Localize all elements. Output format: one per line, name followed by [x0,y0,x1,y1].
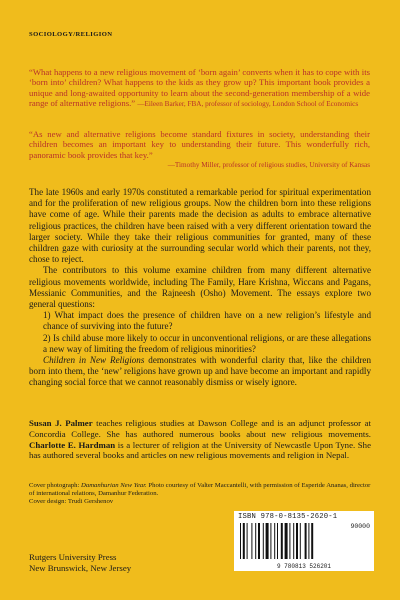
quote-text: “What happens to a new religious movement of ‘born again’ converts when it has to cope with its ‘born into’ children? What happens to the kids as they grow up? This important book provides a unique and long-awaited opportunity to learn about the second-generation membership of a wide range of alternative religions.” [29,67,370,109]
question-list [29,310,371,355]
question-text: What impact does the presence of children have on a new religion’s lifestyle and chance of surviving into the future? [43,310,371,332]
publisher-name: Rutgers University Press [29,552,117,562]
photo-title: Damanhurian New Year. [81,482,147,489]
quote-attribution: —Eileen Barker, FBA, professor of sociology, London School of Economics [137,100,359,109]
question-item [29,333,371,355]
category-label: SOCIOLOGY/RELIGION [29,31,113,38]
isbn-text: ISBN 978-0-8135-2620-1 [238,513,338,521]
description-text: demonstrates with wonderful clarity that, like the children born into them, the ‘new’ religions have grown up and have become an important and rapidly changing social force that we cannot reasonably dismiss or wisely ignore. [29,355,371,388]
endorsement-quote-1 [29,67,370,110]
endorsement-quote-2 [29,129,370,171]
description-paragraph: The contributors to this volume examine children from many different alternative religious movements worldwide, including The Family, Hare Krishna, Wiccans and Pagans, Messianic Communities, and the Rajneesh (Osho) Movement. The essays explore two general questions: [29,265,371,310]
description-paragraph: The late 1960s and early 1970s constituted a remarkable period for spiritual experimentation and for the proliferation of new religious groups. Now the children born into these religions have come of age. While their parents made the decision as adults to embrace alternative religious practices, the children have been raised with a very different orientation toward the larger society. While they take their religious communities for granted, many of these children gaze with curiosity at the surrounding secular world which their parents, not they, chose to reject. [29,187,371,265]
book-title: Children in New Religions [43,355,145,366]
price-code: 90000 [350,523,370,530]
author-bio-text: is a lecturer of religion at the University of Newcastle Upon Tyne. She has authored several books and articles on new religious movements and religion in Nepal. [29,439,371,461]
question-text: Is child abuse more likely to occur in unconventional religions, or are these allegations a new way of limiting the freedom of religious minorities? [43,332,371,354]
photo-credit-text: Photo courtesy of Valter Maccantelli, with permission of Esperide Ananas, director of international relations, Damanhur Federation. [29,482,371,497]
author-bio-text: teaches religious studies at Dawson College and is an adjunct professor at Concordia College. She has authored numerous books about new religious movements. [29,418,371,439]
barcode-number: 9 780813 526201 [276,563,331,570]
quote-attribution: —Timothy Miller, professor of religious studies, University of Kansas [167,161,370,170]
cover-credits [29,482,371,506]
book-description [29,187,371,389]
design-credit: Cover design: Trudi Gershenov [29,498,114,505]
publisher-location: New Brunswick, New Jersey [29,563,132,573]
question-item [29,310,371,332]
description-paragraph [29,355,371,389]
publisher-block [29,552,131,574]
author-name: Charlotte E. Hardman [29,439,116,450]
quote-text: “As new and alternative religions become standard fixtures in society, understanding their children becomes an important key to understanding their future. This wonderfully rich, panoramic book provides that key.” [29,129,370,160]
question-number: 1) [43,310,51,321]
photo-credit [29,482,371,498]
question-number: 2) [43,332,51,343]
author-name: Susan J. Palmer [29,418,93,428]
barcode-icon [240,523,336,559]
photo-credit-label: Cover photograph: [29,482,82,489]
barcode-panel [234,511,374,571]
author-bio [29,418,371,461]
